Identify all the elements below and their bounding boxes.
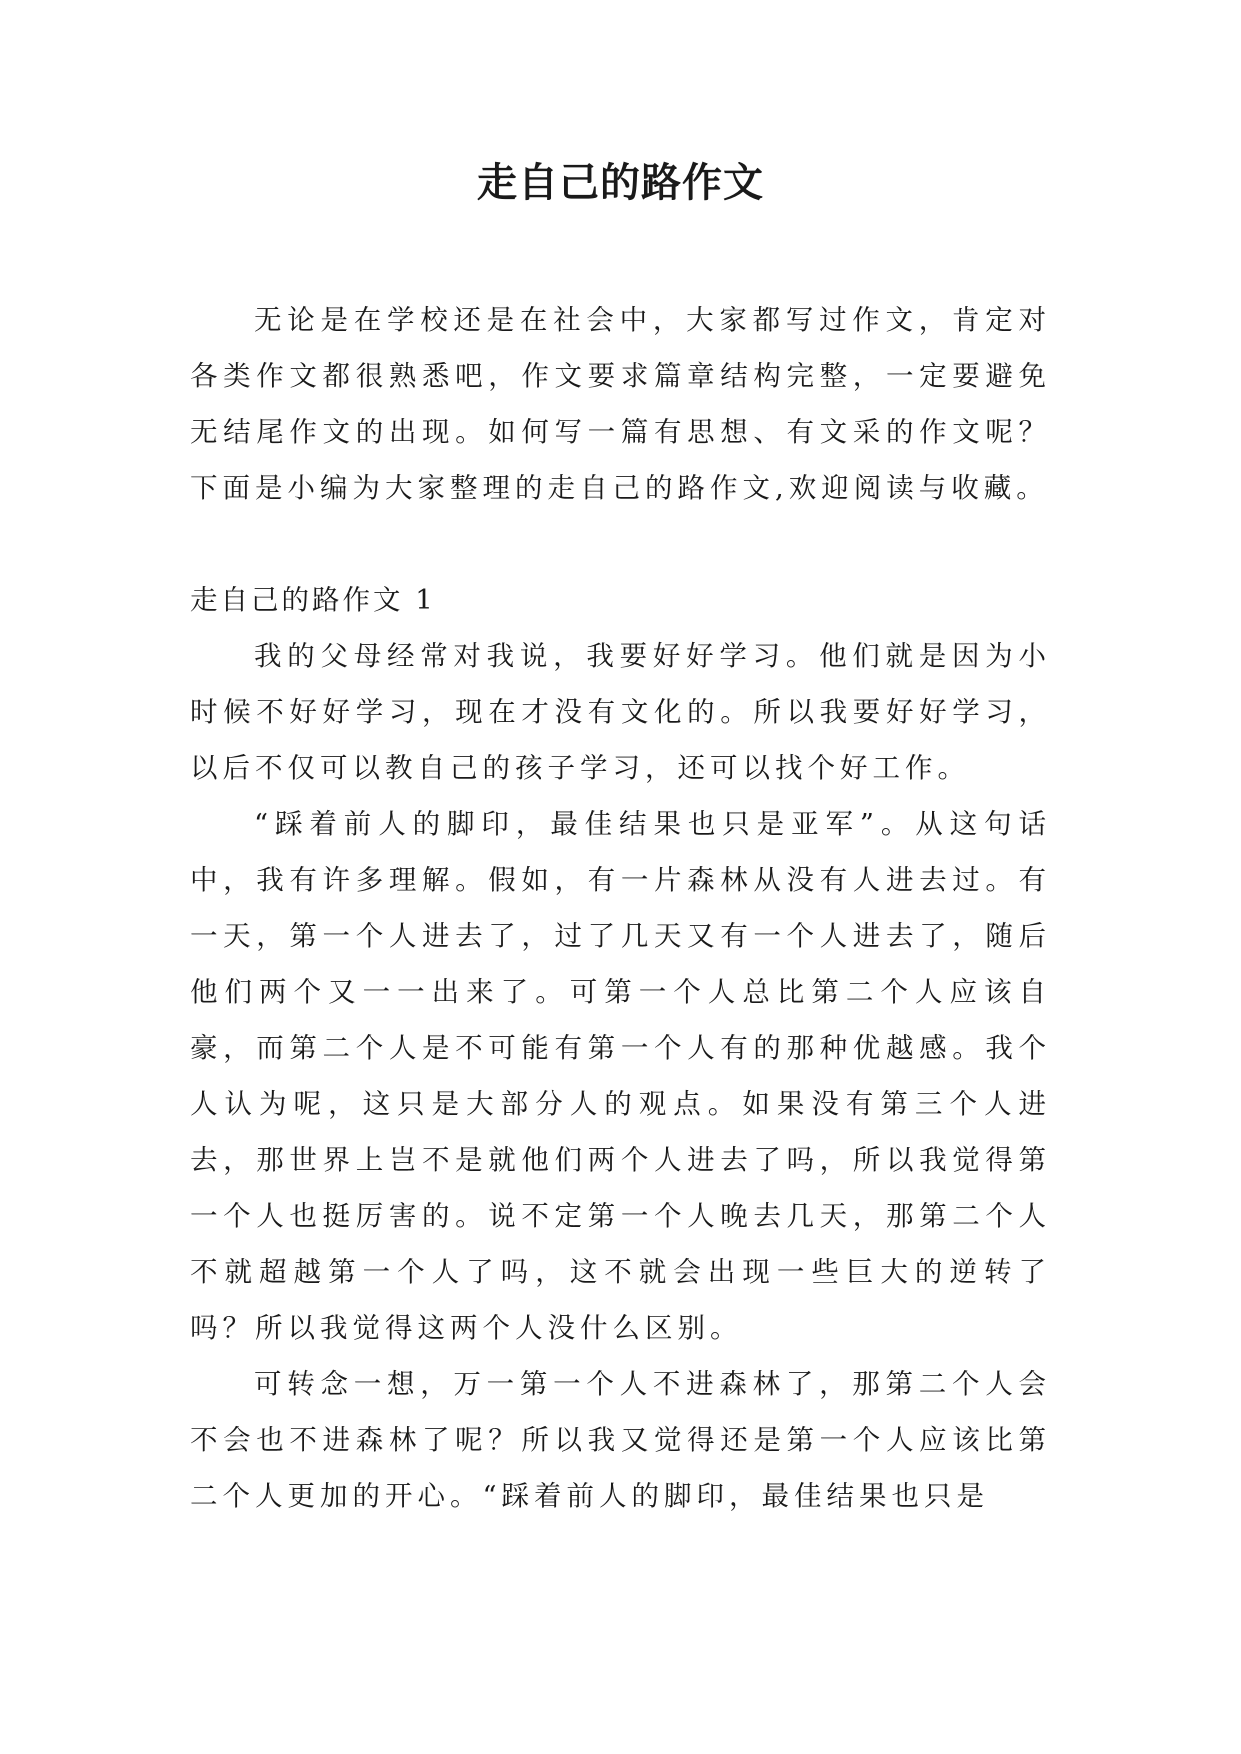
section-heading: 走自己的路作文 1: [190, 584, 436, 616]
body-paragraph: “踩着前人的脚印，最佳结果也只是亚军”。从这句话中，我有许多理解。假如，有一片森林从没有人进去过。有一天，第一个人进去了，过了几天又有一个人进去了，随后他们两个又一一出来了。可第一个人总比第二个人应该自豪，而第二个人是不可能有第一个人有的那种优越感。我个人认为呢，这只是大部分人的观点。如果没有第三个人进去，那世界上岂不是就他们两个人进去了吗，所以我觉得第一个人也挺厉害的。说不定第一个人晚去几天，那第二个人不就超越第一个人了吗，这不就会出现一些巨大的逆转了吗？所以我觉得这两个人没什么区别。: [190, 808, 1051, 1344]
body-paragraph: 我的父母经常对我说，我要好好学习。他们就是因为小时候不好好学习，现在才没有文化的。所以我要好好学习，以后不仅可以教自己的孩子学习，还可以找个好工作。: [190, 640, 1051, 784]
paragraph-spacer: [190, 516, 1051, 572]
body-paragraph: 可转念一想，万一第一个人不进森林了，那第二个人会不会也不进森林了呢？所以我又觉得还是第一个人应该比第二个人更加的开心。“踩着前人的脚印，最佳结果也只是: [190, 1368, 1051, 1512]
intro-paragraph: 无论是在学校还是在社会中，大家都写过作文，肯定对各类作文都很熟悉吧，作文要求篇章结构完整，一定要避免无结尾作文的出现。如何写一篇有思想、有文采的作文呢？下面是小编为大家整理的走自己的路作文,欢迎阅读与收藏。: [190, 304, 1051, 504]
document-body: [190, 292, 1051, 1524]
document-title: 走自己的路作文: [477, 160, 764, 206]
